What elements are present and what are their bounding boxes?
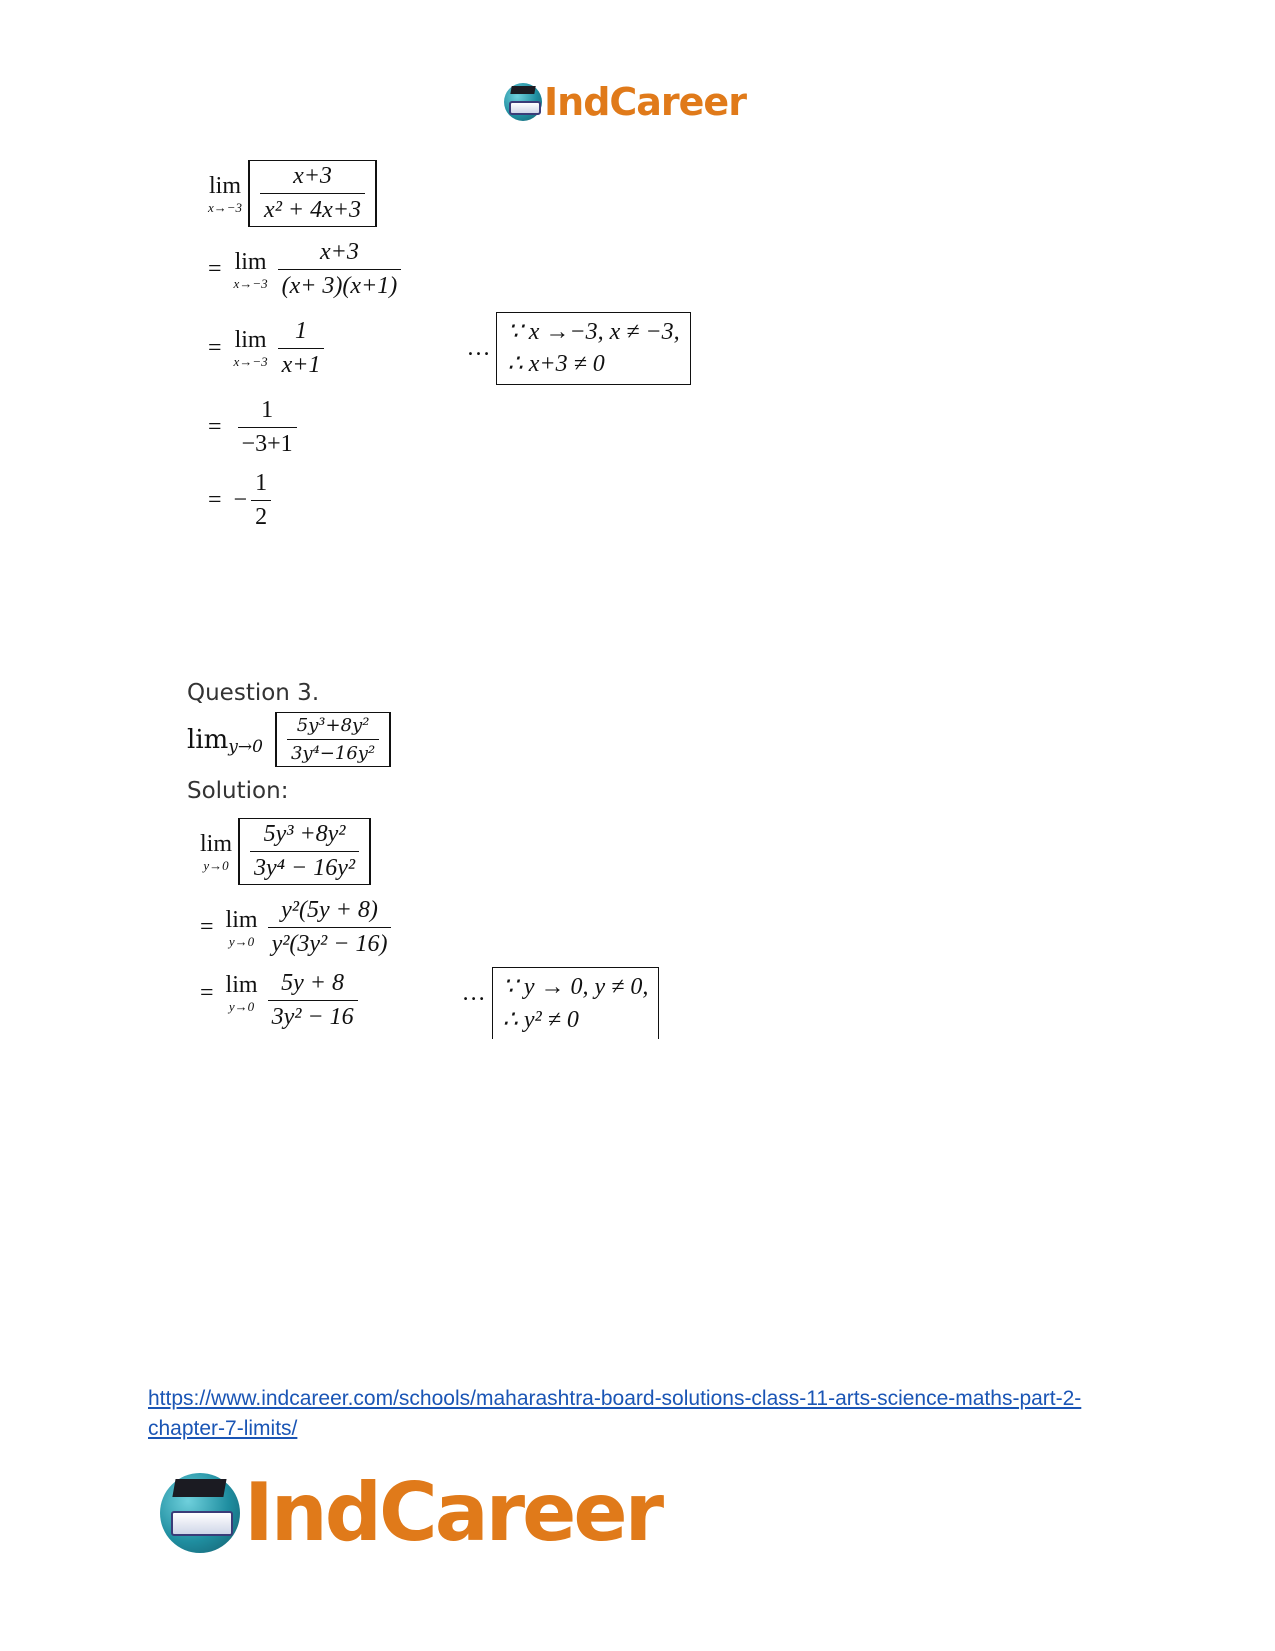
header-logo	[504, 80, 746, 124]
logo-wordmark: IndCareer	[244, 1466, 662, 1559]
q3-line-3: = lim y→0 $\frac{5y + 8}{\text{3y² − 16}}$ … ∵ y → 0, y ≠ 0, ∴ y² ≠ 0	[200, 970, 659, 1016]
question-3-title: Question 3.	[187, 680, 320, 706]
prev-line-5: = − $\frac{1}{2}$	[208, 470, 691, 531]
logo-globe-icon	[504, 83, 542, 121]
lim-subscript: x→−3	[208, 199, 243, 215]
reason-bracket: ∵ x →−3, x ≠ −3, ∴ x+3 ≠ 0	[496, 312, 690, 385]
logo-globe-icon	[160, 1473, 240, 1553]
source-url-link[interactable]: https://www.indcareer.com/schools/maharashtra-board-solutions-class-11-arts-science-maths-part-2-chapter-7-limits/	[148, 1387, 1082, 1440]
solution-label: Solution:	[187, 778, 289, 804]
prev-line-1	[208, 160, 691, 227]
prev-solution	[208, 160, 691, 531]
fraction: $\frac{x+3}{\text{x² + 4x+3}}$	[260, 163, 365, 224]
q3-solution	[200, 818, 659, 1033]
prev-line-4: = $\frac{1}{-3+1}$	[208, 397, 691, 458]
footer-logo	[160, 1466, 661, 1559]
logo-wordmark: IndCareer	[544, 80, 746, 124]
reason-bracket: ∵ y → 0, y ≠ 0, ∴ y² ≠ 0	[492, 967, 660, 1039]
prev-line-2: = lim x→−3 $\frac{x+3}{(x+ 3)(x+1)}$	[208, 239, 691, 300]
question-3-expression: lim y→0 $\frac{\text{5y³+8y²}}{\text{3y⁴−16y²}}$	[187, 712, 391, 767]
lim-word: lim	[209, 172, 242, 199]
q3-line-1: lim y→0 $\frac{\text{5y³ +8y²}}{\text{3y⁴ − 16y²}}$	[200, 818, 659, 885]
q3-line-2: = lim y→0 $\frac{\text{y²(5y + 8)}}{\text{y²(3y² − 16)}}$	[200, 897, 659, 958]
bracket	[248, 160, 377, 227]
prev-line-3: = lim x→−3 $\frac{1}{x+1}$ … ∵ x →−3, x ≠ −3, ∴ x+3 ≠ 0	[208, 312, 691, 385]
